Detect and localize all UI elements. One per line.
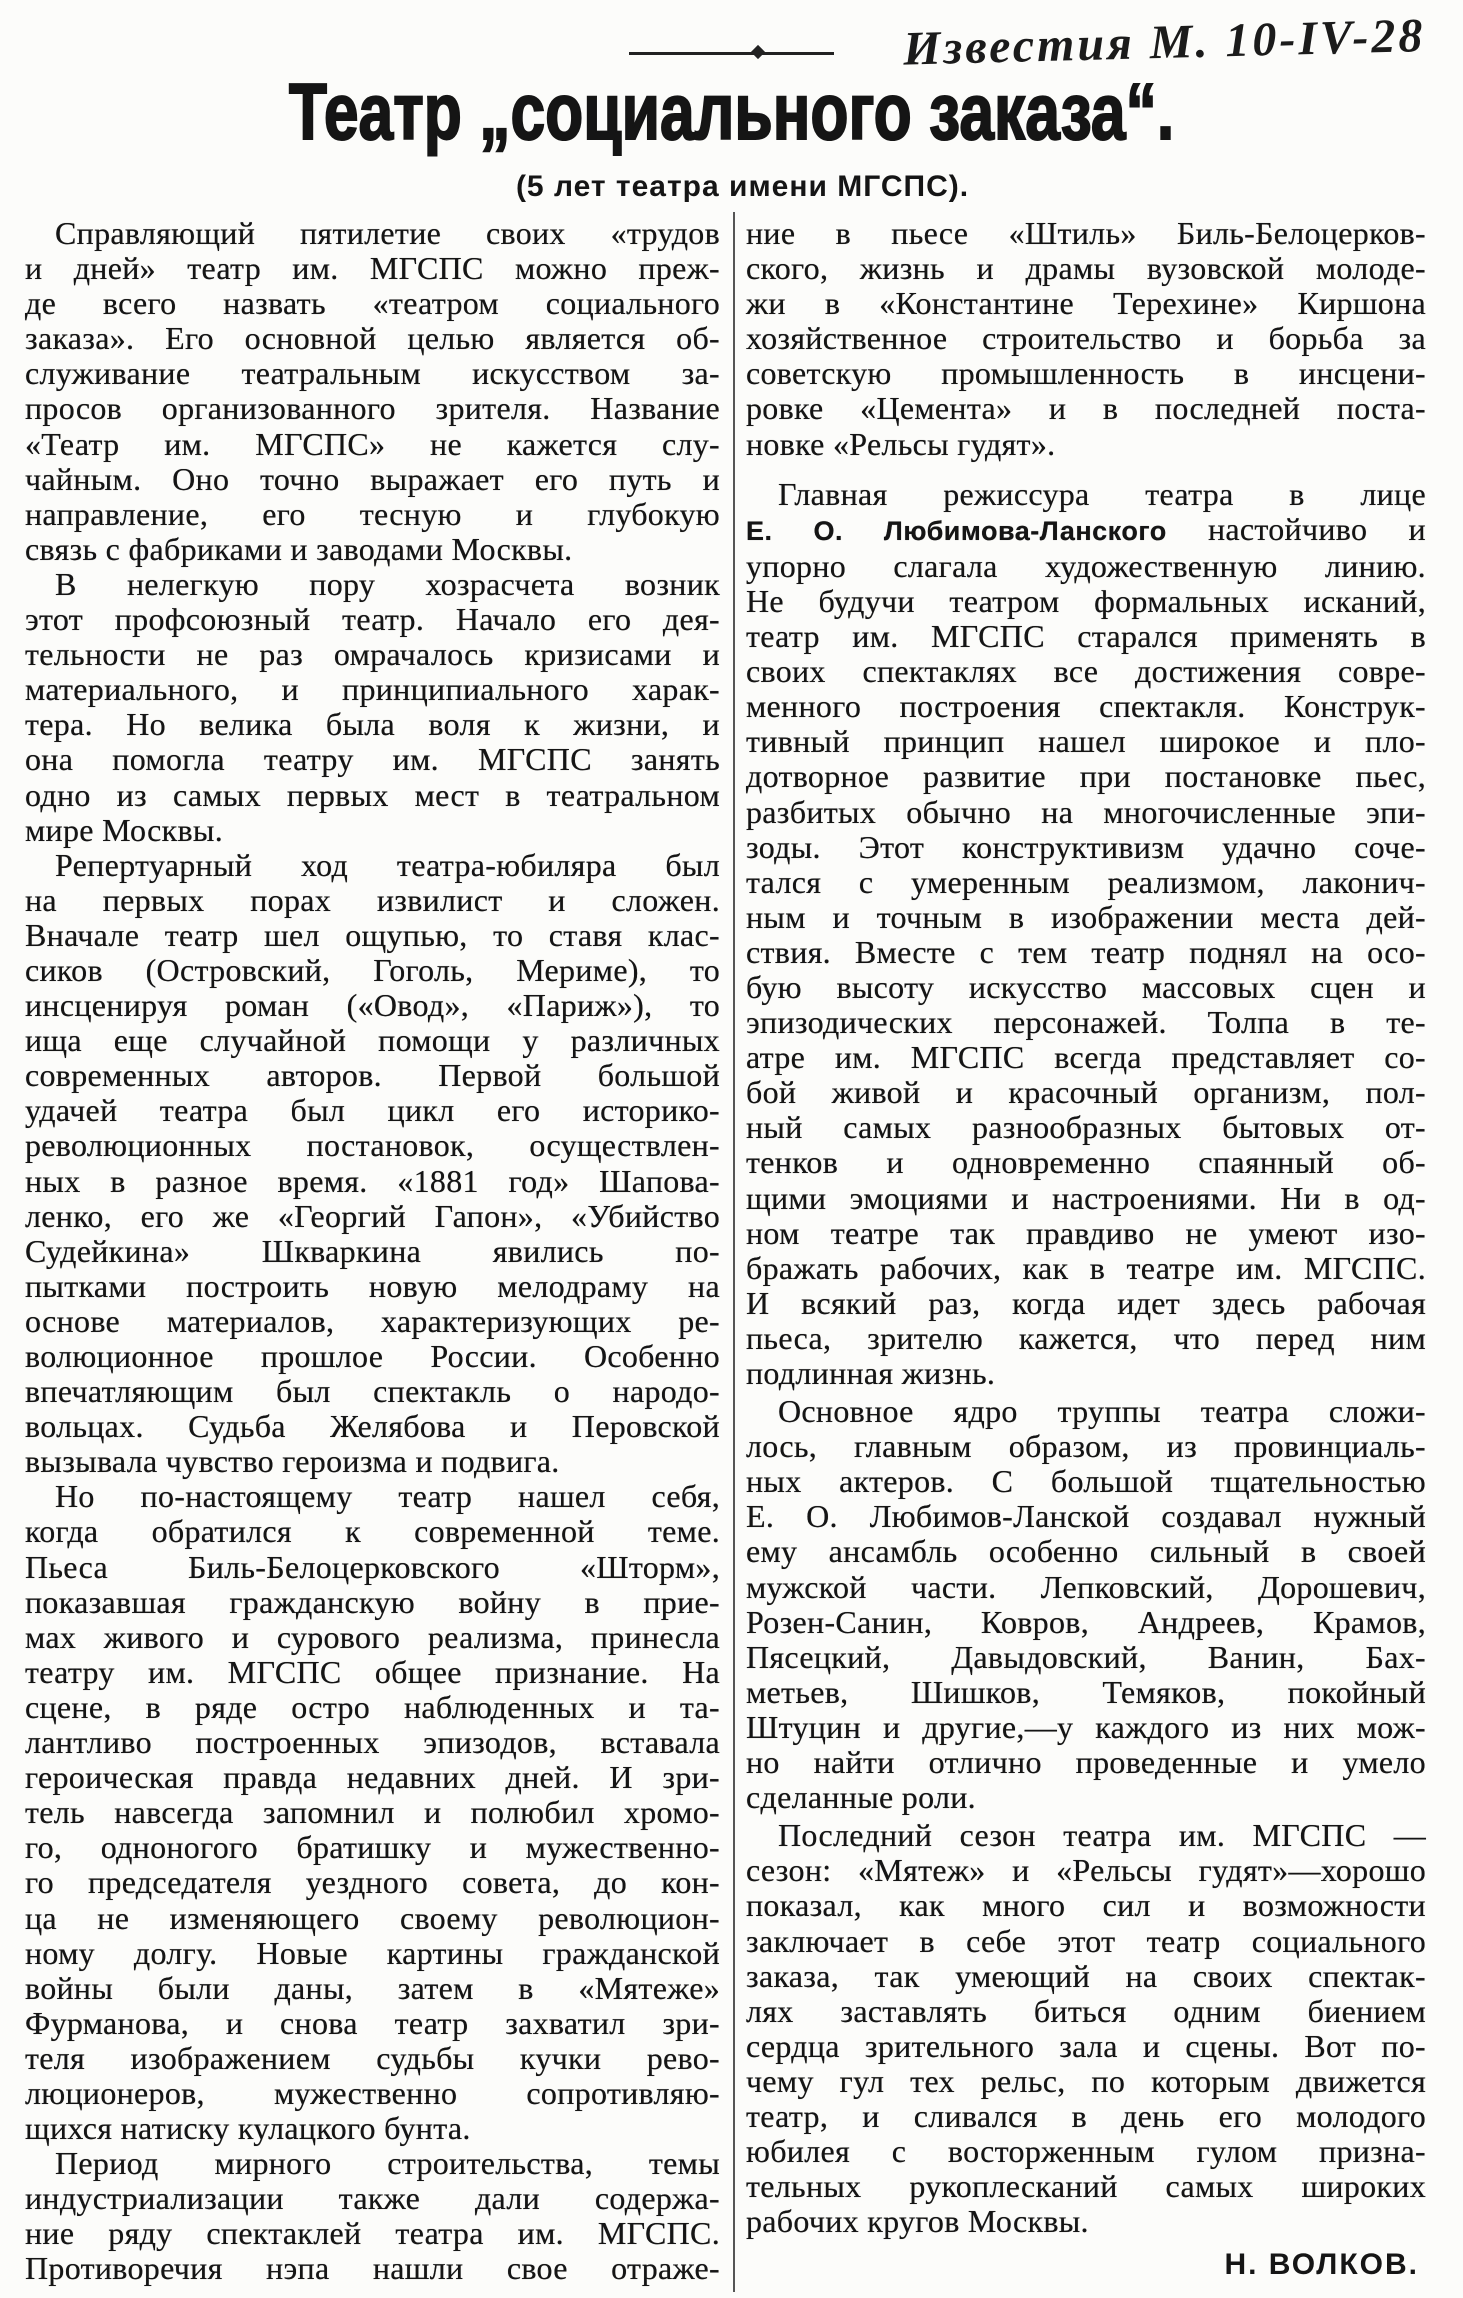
text-line: тался с умеренным реализмом, лаконич- <box>746 863 1426 900</box>
text-line: на первых порах извилист и сложен. <box>25 881 720 918</box>
text-line: ствия. Вместе с тем театр поднял на осо- <box>746 933 1426 970</box>
text-line: щими эмоциями и настроениями. Ни в од- <box>746 1179 1426 1216</box>
text-line: ленко, его же «Георгий Гапон», «Убийство <box>25 1197 720 1234</box>
text-segment: настойчиво и <box>1207 510 1426 547</box>
text-line: ища еще случайной помощи у различных <box>25 1022 720 1059</box>
text-line: пьеса, зрителю кажется, что перед ним <box>746 1319 1426 1356</box>
text-line: чайным. Оно точно выражает его путь и <box>25 460 720 497</box>
text-line: хозяйственное строительство и борьба за <box>746 320 1426 357</box>
text-line: тера. Но велика была воля к жизни, и <box>25 706 720 743</box>
text-line: разбитых обычно на многочисленные эпи- <box>746 793 1426 830</box>
text-line: Но по-настоящему театр нашел себя, <box>55 1478 720 1515</box>
text-line: тенков и одновременно спаянный об- <box>746 1144 1426 1181</box>
paragraph <box>25 2146 720 2286</box>
text-line: и дней» театр им. МГСПС можно преж- <box>25 250 720 287</box>
text-line: сделанные роли. <box>746 1779 976 1816</box>
director-name: Е. О. Любимова-Ланского <box>746 515 1167 546</box>
text-line: она помогла театру им. МГСПС занять <box>25 741 720 778</box>
text-line: советскую промышленность в инсцени- <box>746 355 1426 392</box>
right-column <box>746 216 1426 2239</box>
text-line: Пьеса Биль-Белоцерковского «Шторм», <box>25 1548 720 1585</box>
handwritten-source-note: Известия М. 10-IV-28 <box>902 9 1426 76</box>
text-line: служивание театральным искусством за- <box>25 355 720 392</box>
text-line: Розен-Санин, Ковров, Андреев, Крамов, <box>746 1603 1426 1640</box>
text-line: заказа, так умеющий на своих спектак- <box>746 1957 1426 1994</box>
text-line: ние ряду спектаклей театра им. МГСПС. <box>25 2215 720 2252</box>
paragraph <box>25 1479 720 2146</box>
text-line: революционных постановок, осуществлен- <box>25 1127 720 1164</box>
text-line: «Театр им. МГСПС» не кажется слу- <box>25 425 720 462</box>
text-line: современных авторов. Первой большой <box>25 1057 720 1094</box>
text-line: тельности не раз омрачалось кризисами и <box>25 636 720 673</box>
text-line: когда обратился к современной теме. <box>25 1513 720 1550</box>
text-line: мужской части. Лепковский, Дорошевич, <box>746 1568 1426 1605</box>
paragraph <box>746 216 1426 462</box>
text-line: рабочих кругов Москвы. <box>746 2203 1089 2240</box>
text-line: направление, его тесную и глубокую <box>25 495 720 532</box>
paragraph <box>25 848 720 1480</box>
text-line: сердца зрительного зала и сцены. Вот по- <box>746 2027 1426 2064</box>
text-line: ных актеров. С большой тщательностью <box>746 1463 1426 1500</box>
text-line: театр, и сливался в день его молодого <box>746 2097 1426 2134</box>
text-line: тель навсегда запомнил и полюбил хромо- <box>25 1794 720 1831</box>
text-line: эпизодических персонажей. Толпа в те- <box>746 1004 1426 1041</box>
text-line: зоды. Этот конструктивизм удачно соче- <box>746 828 1426 865</box>
text-line: вольцах. Судьба Желябова и Перовской <box>25 1408 720 1445</box>
text-line: лантливо построенных эпизодов, вставала <box>25 1724 720 1761</box>
text-line: упорно слагала художественную линию. <box>746 547 1426 584</box>
text-line: Период мирного строительства, темы <box>55 2145 720 2182</box>
text-line: заключает в себе этот театр социального <box>746 1922 1426 1959</box>
column-divider <box>733 212 735 2292</box>
text-line <box>746 512 1426 549</box>
text-line: впечатляющим был спектакль о народо- <box>25 1373 720 1410</box>
decorative-rule <box>629 52 834 55</box>
text-line: этот профсоюзный театр. Начало его дея- <box>25 601 720 638</box>
text-line: Фурманова, и снова театр захватил зри- <box>25 2004 720 2041</box>
text-line: Противоречия нэпа нашли свое отраже- <box>25 2250 720 2287</box>
text-line: инсценируя роман («Овод», «Париж»), то <box>25 987 720 1024</box>
text-line: го председателя уездного совета, до кон- <box>25 1864 720 1901</box>
text-line: Судейкина» Шкваркина явились по- <box>25 1232 720 1269</box>
text-line: Вначале театр шел ощупью, то ставя клас- <box>25 916 720 953</box>
text-line: В нелегкую пору хозрасчета возник <box>55 565 720 602</box>
ornament-icon <box>751 45 765 59</box>
text-line: героическая правда недавних дней. И зри- <box>25 1759 720 1796</box>
text-line: ца не изменяющего своему революцион- <box>25 1899 720 1936</box>
text-line: удачей театра был цикл его историко- <box>25 1092 720 1129</box>
text-line: ным и точным в изображении места дей- <box>746 898 1426 935</box>
text-line: атре им. МГСПС всегда представляет со- <box>746 1039 1426 1076</box>
text-line: бражать рабочих, как в театре им. МГСПС. <box>746 1249 1426 1286</box>
text-line: ского, жизнь и драмы вузовской молоде- <box>746 250 1426 287</box>
text-line: связь с фабриками и заводами Москвы. <box>25 530 573 567</box>
text-line: показал, как много сил и возможности <box>746 1887 1426 1924</box>
text-line: теля изображением судьбы кучки рево- <box>25 2039 720 2076</box>
text-line: тивный принцип нашел широкое и пло- <box>746 723 1426 760</box>
text-line: юбилея с восторженным гулом призна- <box>746 2133 1426 2170</box>
paragraph <box>746 1394 1426 1815</box>
text-line: ный самых разнообразных бытовых от- <box>746 1109 1426 1146</box>
text-line: Не будучи театром формальных исканий, <box>746 582 1426 619</box>
paragraph <box>25 567 720 848</box>
text-line: тельных рукоплесканий самых широких <box>746 2168 1426 2205</box>
text-line: Последний сезон театра им. МГСПС — <box>778 1817 1426 1854</box>
paragraph <box>746 1818 1426 2239</box>
text-line: ние в пьесе «Штиль» Биль-Белоцерков- <box>746 215 1426 251</box>
text-line: бую высоту искусство массовых сцен и <box>746 968 1426 1005</box>
text-line: одно из самых первых мест в театральном <box>25 776 720 813</box>
text-line: лось, главным образом, из провинциаль- <box>746 1428 1426 1465</box>
text-line: Главная режиссура театра в лице <box>778 475 1426 512</box>
text-line: лях заставлять биться одним биением <box>746 1992 1426 2029</box>
text-line: вызывала чувство героизма и подвига. <box>25 1443 560 1480</box>
author-signature: Н. ВОЛКОВ. <box>1224 2248 1419 2281</box>
text-line: заказа». Его основной целью является об- <box>25 320 720 357</box>
article-subtitle: (5 лет театра имени МГСПС). <box>515 170 970 203</box>
article-title: Театр „социального заказа“. <box>288 67 1175 156</box>
text-line: показавшая гражданскую войну в прие- <box>25 1583 720 1620</box>
text-line: подлинная жизнь. <box>746 1355 996 1391</box>
text-line: волюционное прошлое России. Особенно <box>25 1338 720 1374</box>
text-line: метьев, Шишков, Темяков, покойный <box>746 1673 1426 1710</box>
text-line: театру им. МГСПС общее признание. На <box>25 1653 720 1690</box>
text-line: И всякий раз, когда идет здесь рабочая <box>746 1284 1426 1321</box>
text-line: пытками построить новую мелодраму на <box>25 1267 720 1304</box>
text-line: мире Москвы. <box>25 811 223 848</box>
text-line: основе материалов, характеризующих ре- <box>25 1302 720 1339</box>
text-line: го, одноногого братишку и мужественно- <box>25 1829 720 1866</box>
text-line: Пясецкий, Давыдовский, Ванин, Бах- <box>746 1638 1426 1675</box>
text-line: менного построения спектакля. Конструк- <box>746 688 1426 725</box>
text-line: индустриализации также дали содержа- <box>25 2180 720 2217</box>
text-line: Основное ядро труппы театра сложи- <box>778 1393 1426 1430</box>
text-line: ных в разное время. «1881 год» Шапова- <box>25 1162 720 1199</box>
text-line: дотворное развитие при постановке пьес, <box>746 758 1426 795</box>
left-column <box>25 216 720 2287</box>
text-line: щихся натиску кулацкого бунта. <box>25 2110 471 2147</box>
text-line: ному долгу. Новые картины гражданской <box>25 1934 720 1971</box>
text-line: де всего назвать «театром социального <box>25 285 720 322</box>
text-line: сцене, в ряде остро наблюденных и та- <box>25 1688 720 1725</box>
paragraph <box>25 216 720 567</box>
text-line: сезон: «Мятеж» и «Рельсы гудят»—хорошо <box>746 1852 1426 1889</box>
text-line: люционеров, мужественно сопротивляю- <box>25 2074 720 2111</box>
text-line: новке «Рельсы гудят». <box>746 425 1056 462</box>
paragraph <box>746 477 1426 1391</box>
text-line: сиков (Островский, Гоголь, Мериме), то <box>25 951 720 988</box>
text-line: просов организованного зрителя. Название <box>25 390 720 427</box>
text-line: материального, и принципиального харак- <box>25 671 720 708</box>
text-line: ровке «Цемента» и в последней поста- <box>746 390 1426 427</box>
text-line: своих спектаклях все достижения совре- <box>746 653 1426 690</box>
text-line: мах живого и сурового реализма, принесла <box>25 1618 720 1655</box>
text-line: ном театре так правдиво не умеют изо- <box>746 1214 1426 1251</box>
text-line: но найти отлично проведенные и умело <box>746 1744 1426 1781</box>
text-line: чему гул тех рельс, по которым движется <box>746 2062 1426 2099</box>
text-line: Справляющий пятилетие своих «трудов <box>55 215 720 251</box>
text-line: жи в «Константине Терехине» Киршона <box>746 285 1426 322</box>
text-line: бой живой и красочный организм, пол- <box>746 1074 1426 1111</box>
text-line: войны были даны, затем в «Мятеже» <box>25 1969 720 2006</box>
text-line: ему ансамбль особенно сильный в своей <box>746 1533 1426 1570</box>
text-line: Репертуарный ход театра-юбиляра был <box>55 846 720 883</box>
text-line: Штуцин и другие,—у каждого из них мож- <box>746 1708 1426 1745</box>
text-line: театр им. МГСПС старался применять в <box>746 618 1426 655</box>
text-line: Е. О. Любимов-Ланской создавал нужный <box>746 1498 1426 1535</box>
